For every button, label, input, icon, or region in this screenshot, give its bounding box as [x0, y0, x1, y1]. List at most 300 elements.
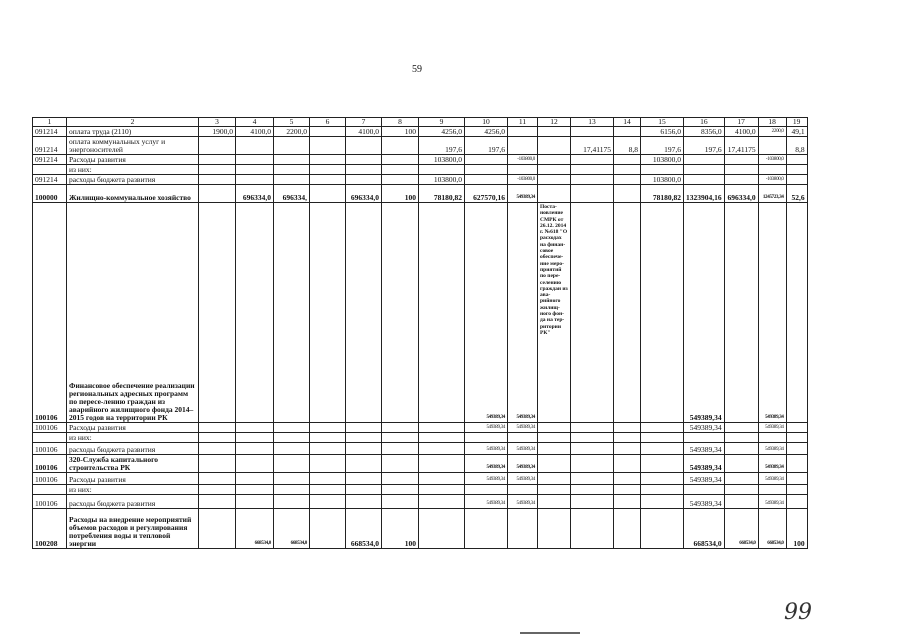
- value-cell: [199, 185, 236, 203]
- value-cell: [419, 423, 465, 433]
- value-cell: [786, 165, 807, 175]
- value-cell: [274, 137, 310, 155]
- header-cell: 4: [236, 118, 274, 127]
- value-cell: [199, 175, 236, 185]
- value-cell: [571, 175, 614, 185]
- value-cell: [346, 473, 382, 485]
- value-cell: [538, 509, 571, 549]
- value-cell: [310, 455, 346, 473]
- value-cell: 549389,34: [758, 203, 786, 423]
- value-cell: [382, 155, 419, 165]
- item-name-cell: оплата труда (2110): [67, 127, 199, 137]
- value-cell: [571, 509, 614, 549]
- value-cell: [382, 433, 419, 443]
- budget-code-cell: 100106: [33, 473, 67, 485]
- value-cell: [571, 443, 614, 455]
- value-cell: [508, 127, 538, 137]
- value-cell: [571, 185, 614, 203]
- value-cell: 4256,0: [419, 127, 465, 137]
- value-cell: 549389,34: [684, 443, 725, 455]
- item-name-cell: оплата коммунальных услуг и энергоносителей: [67, 137, 199, 155]
- value-cell: [274, 495, 310, 509]
- value-cell: [641, 509, 684, 549]
- value-cell: [786, 175, 807, 185]
- value-cell: [538, 165, 571, 175]
- value-cell: 696334,: [274, 185, 310, 203]
- value-cell: [465, 509, 508, 549]
- value-cell: 1323904,16: [684, 185, 725, 203]
- value-cell: [419, 203, 465, 423]
- page-number: 59: [412, 64, 422, 75]
- value-cell: [538, 485, 571, 495]
- value-cell: 549389,34: [508, 423, 538, 433]
- header-cell: 18: [758, 118, 786, 127]
- value-cell: [724, 165, 758, 175]
- value-cell: [236, 455, 274, 473]
- value-cell: 100: [382, 127, 419, 137]
- header-cell: 3: [199, 118, 236, 127]
- value-cell: [571, 165, 614, 175]
- value-cell: [508, 485, 538, 495]
- value-cell: [310, 423, 346, 433]
- table-row: [33, 137, 808, 155]
- value-cell: [274, 473, 310, 485]
- value-cell: 549389,34: [758, 473, 786, 485]
- value-cell: 668534,0: [684, 509, 725, 549]
- header-row: [33, 118, 808, 127]
- value-cell: [382, 495, 419, 509]
- table-row: [33, 455, 808, 473]
- value-cell: [641, 495, 684, 509]
- value-cell: [346, 165, 382, 175]
- value-cell: [538, 495, 571, 509]
- value-cell: 100: [382, 185, 419, 203]
- value-cell: [274, 203, 310, 423]
- value-cell: [274, 155, 310, 165]
- value-cell: 78180,82: [641, 185, 684, 203]
- header-cell: 15: [641, 118, 684, 127]
- value-cell: [614, 127, 641, 137]
- value-cell: [538, 155, 571, 165]
- value-cell: 549389,34: [684, 473, 725, 485]
- value-cell: [382, 443, 419, 455]
- table-row: [33, 185, 808, 203]
- value-cell: [724, 175, 758, 185]
- value-cell: [236, 137, 274, 155]
- value-cell: [199, 509, 236, 549]
- value-cell: [310, 203, 346, 423]
- header-cell: 17: [724, 118, 758, 127]
- item-name-cell: Расходы на внедрение мероприятий объемов расходов и регулирования потребления воды и тепловой энергии: [67, 509, 199, 549]
- value-cell: [310, 485, 346, 495]
- value-cell: [310, 185, 346, 203]
- value-cell: [310, 165, 346, 175]
- value-cell: [382, 485, 419, 495]
- table-row: [33, 509, 808, 549]
- value-cell: 549389,34: [758, 495, 786, 509]
- value-cell: 549389,34: [465, 423, 508, 433]
- value-cell: [538, 175, 571, 185]
- value-cell: [199, 165, 236, 175]
- header-cell: 14: [614, 118, 641, 127]
- value-cell: [382, 203, 419, 423]
- value-cell: [236, 175, 274, 185]
- budget-code-cell: 100106: [33, 455, 67, 473]
- value-cell: [310, 155, 346, 165]
- value-cell: [641, 203, 684, 423]
- value-cell: [346, 203, 382, 423]
- table-row: [33, 155, 808, 165]
- value-cell: [614, 509, 641, 549]
- header-cell: 1: [33, 118, 67, 127]
- value-cell: [508, 433, 538, 443]
- value-cell: 8356,0: [684, 127, 725, 137]
- value-cell: 668534,0: [274, 509, 310, 549]
- value-cell: 197,6: [419, 137, 465, 155]
- value-cell: [786, 203, 807, 423]
- value-cell: 103800,0: [419, 155, 465, 165]
- value-cell: [419, 473, 465, 485]
- value-cell: [465, 485, 508, 495]
- value-cell: [724, 473, 758, 485]
- value-cell: 4256,0: [465, 127, 508, 137]
- budget-code-cell: 100208: [33, 509, 67, 549]
- value-cell: [614, 203, 641, 423]
- value-cell: [346, 433, 382, 443]
- value-cell: [538, 443, 571, 455]
- value-cell: [614, 175, 641, 185]
- budget-code-cell: 100000: [33, 185, 67, 203]
- value-cell: [199, 433, 236, 443]
- bottom-scan-mark: [520, 632, 580, 634]
- value-cell: [614, 155, 641, 165]
- value-cell: [758, 485, 786, 495]
- value-cell: [419, 509, 465, 549]
- item-name-cell: из них:: [67, 433, 199, 443]
- value-cell: [614, 423, 641, 433]
- header-cell: 13: [571, 118, 614, 127]
- table-row: [33, 127, 808, 137]
- value-cell: [724, 423, 758, 433]
- value-cell: 668534,0: [724, 509, 758, 549]
- value-cell: -103800,0: [758, 175, 786, 185]
- table-row: [33, 165, 808, 175]
- value-cell: [786, 433, 807, 443]
- value-cell: [684, 155, 725, 165]
- value-cell: [199, 423, 236, 433]
- value-cell: [236, 473, 274, 485]
- value-cell: [641, 473, 684, 485]
- value-cell: [724, 495, 758, 509]
- value-cell: 549389,34: [684, 423, 725, 433]
- value-cell: [786, 473, 807, 485]
- value-cell: [724, 433, 758, 443]
- value-cell: 549389,34: [465, 473, 508, 485]
- item-name-cell: Расходы развития: [67, 473, 199, 485]
- value-cell: [786, 423, 807, 433]
- value-cell: [571, 455, 614, 473]
- budget-code-cell: 100106: [33, 495, 67, 509]
- table-row: [33, 443, 808, 455]
- value-cell: 2200,0: [274, 127, 310, 137]
- value-cell: 103800,0: [641, 155, 684, 165]
- value-cell: [724, 443, 758, 455]
- value-cell: 549389,34: [508, 443, 538, 455]
- value-cell: [346, 495, 382, 509]
- budget-table: [32, 117, 808, 549]
- value-cell: [236, 203, 274, 423]
- item-name-cell: расходы бюджета развития: [67, 443, 199, 455]
- value-cell: [199, 203, 236, 423]
- value-cell: 668534,0: [758, 509, 786, 549]
- value-cell: [310, 509, 346, 549]
- value-cell: [382, 455, 419, 473]
- item-name-cell: из них:: [67, 485, 199, 495]
- budget-code-cell: 091214: [33, 137, 67, 155]
- header-cell: 8: [382, 118, 419, 127]
- value-cell: 549389,34: [758, 455, 786, 473]
- value-cell: [419, 443, 465, 455]
- value-cell: [786, 495, 807, 509]
- item-name-cell: расходы бюджета развития: [67, 495, 199, 509]
- budget-code-cell: 100106: [33, 203, 67, 423]
- value-cell: 103800,0: [419, 175, 465, 185]
- value-cell: [641, 165, 684, 175]
- value-cell: [465, 155, 508, 165]
- header-cell: 7: [346, 118, 382, 127]
- value-cell: [346, 155, 382, 165]
- value-cell: -103800,0: [758, 155, 786, 165]
- value-cell: [571, 485, 614, 495]
- value-cell: 17,41175: [724, 137, 758, 155]
- value-cell: 549389,34: [508, 495, 538, 509]
- header-cell: 19: [786, 118, 807, 127]
- value-cell: [236, 423, 274, 433]
- header-cell: 16: [684, 118, 725, 127]
- value-cell: [310, 137, 346, 155]
- value-cell: 8,8: [786, 137, 807, 155]
- item-name-cell: из них:: [67, 165, 199, 175]
- value-cell: 2200,0: [758, 127, 786, 137]
- value-cell: [419, 495, 465, 509]
- value-cell: [614, 443, 641, 455]
- value-cell: [571, 495, 614, 509]
- budget-code-cell: [33, 165, 67, 175]
- handwritten-page-number: 99: [784, 600, 812, 625]
- value-cell: [684, 175, 725, 185]
- value-cell: [236, 495, 274, 509]
- value-cell: 100: [786, 509, 807, 549]
- value-cell: 100: [382, 509, 419, 549]
- value-cell: [684, 485, 725, 495]
- value-cell: [614, 485, 641, 495]
- value-cell: [571, 473, 614, 485]
- value-cell: -103800,0: [508, 155, 538, 165]
- budget-code-cell: 091214: [33, 127, 67, 137]
- item-name-cell: Расходы развития: [67, 423, 199, 433]
- value-cell: [346, 137, 382, 155]
- value-cell: [641, 443, 684, 455]
- budget-code-cell: 091214: [33, 175, 67, 185]
- table-row: [33, 423, 808, 433]
- header-cell: 2: [67, 118, 199, 127]
- value-cell: [538, 433, 571, 443]
- value-cell: 17,41175: [571, 137, 614, 155]
- value-cell: 668534,0: [236, 509, 274, 549]
- value-cell: 103800,0: [641, 175, 684, 185]
- budget-code-cell: [33, 433, 67, 443]
- value-cell: [199, 455, 236, 473]
- value-cell: [310, 473, 346, 485]
- value-cell: [382, 165, 419, 175]
- value-cell: 197,6: [465, 137, 508, 155]
- value-cell: [538, 455, 571, 473]
- value-cell: [641, 485, 684, 495]
- value-cell: [236, 165, 274, 175]
- value-cell: 627570,16: [465, 185, 508, 203]
- value-cell: [199, 155, 236, 165]
- value-cell: 549389,34: [758, 423, 786, 433]
- value-cell: [274, 443, 310, 455]
- value-cell: 549389,34: [508, 455, 538, 473]
- value-cell: 549389,34: [758, 443, 786, 455]
- value-cell: [508, 137, 538, 155]
- value-cell: 549389,34: [684, 495, 725, 509]
- value-cell: [310, 495, 346, 509]
- value-cell: [310, 443, 346, 455]
- item-name-cell: расходы бюджета развития: [67, 175, 199, 185]
- value-cell: [538, 185, 571, 203]
- value-cell: [614, 165, 641, 175]
- header-cell: 10: [465, 118, 508, 127]
- value-cell: [199, 473, 236, 485]
- value-cell: [199, 495, 236, 509]
- item-name-cell: Расходы развития: [67, 155, 199, 165]
- value-cell: 668534,0: [346, 509, 382, 549]
- table-row: [33, 175, 808, 185]
- value-cell: [758, 433, 786, 443]
- header-cell: 11: [508, 118, 538, 127]
- value-cell: [538, 473, 571, 485]
- value-cell: [346, 485, 382, 495]
- value-cell: [310, 433, 346, 443]
- value-cell: [641, 433, 684, 443]
- value-cell: [274, 485, 310, 495]
- value-cell: [382, 473, 419, 485]
- value-cell: 197,6: [641, 137, 684, 155]
- value-cell: 549389,34: [465, 455, 508, 473]
- table-row: [33, 495, 808, 509]
- value-cell: 52,6: [786, 185, 807, 203]
- value-cell: [465, 165, 508, 175]
- value-cell: [236, 433, 274, 443]
- value-cell: [236, 155, 274, 165]
- value-cell: 549389,34: [465, 495, 508, 509]
- item-name-cell: Жилищно-коммунальное хозяйство: [67, 185, 199, 203]
- budget-code-cell: 091214: [33, 155, 67, 165]
- header-cell: 9: [419, 118, 465, 127]
- value-cell: [571, 423, 614, 433]
- value-cell: [382, 423, 419, 433]
- value-cell: 549389,34: [508, 473, 538, 485]
- value-cell: [419, 433, 465, 443]
- value-cell: [419, 455, 465, 473]
- value-cell: [274, 433, 310, 443]
- value-cell: [382, 137, 419, 155]
- item-name-cell: 320-Служба капитального строительства РК: [67, 455, 199, 473]
- value-cell: [382, 175, 419, 185]
- value-cell: [538, 423, 571, 433]
- value-cell: [786, 443, 807, 455]
- value-cell: [724, 485, 758, 495]
- value-cell: 549389,34: [508, 203, 538, 423]
- value-cell: [614, 495, 641, 509]
- value-cell: [614, 455, 641, 473]
- table-row: [33, 203, 808, 423]
- value-cell: 549389,34: [508, 185, 538, 203]
- value-cell: 549389,34: [465, 443, 508, 455]
- value-cell: 696334,0: [236, 185, 274, 203]
- value-cell: [465, 175, 508, 185]
- value-cell: 696334,0: [724, 185, 758, 203]
- value-cell: [724, 203, 758, 423]
- header-cell: 12: [538, 118, 571, 127]
- header-cell: 5: [274, 118, 310, 127]
- note-cell: Поста-новление СМРК от 26.12. 2014 г. №618 "О расходах на финан-совое обеспече-ние меро-приятий по пере-селению граждан из ава-рийного жилищ-ного фон-да на тер-ритории РК": [538, 203, 571, 423]
- value-cell: [724, 455, 758, 473]
- header-cell: 6: [310, 118, 346, 127]
- value-cell: [641, 423, 684, 433]
- value-cell: [538, 137, 571, 155]
- value-cell: [571, 127, 614, 137]
- value-cell: 696334,0: [346, 185, 382, 203]
- value-cell: [419, 165, 465, 175]
- value-cell: [571, 433, 614, 443]
- value-cell: 549389,34: [684, 203, 725, 423]
- value-cell: [538, 127, 571, 137]
- value-cell: [236, 443, 274, 455]
- value-cell: [786, 485, 807, 495]
- value-cell: 1900,0: [199, 127, 236, 137]
- value-cell: [508, 165, 538, 175]
- value-cell: [346, 443, 382, 455]
- value-cell: [346, 455, 382, 473]
- value-cell: [508, 509, 538, 549]
- value-cell: [346, 175, 382, 185]
- value-cell: [419, 485, 465, 495]
- value-cell: 6156,0: [641, 127, 684, 137]
- value-cell: [274, 175, 310, 185]
- value-cell: [758, 137, 786, 155]
- value-cell: 1245723,34: [758, 185, 786, 203]
- value-cell: [274, 423, 310, 433]
- value-cell: [614, 473, 641, 485]
- value-cell: [274, 455, 310, 473]
- value-cell: [786, 455, 807, 473]
- value-cell: [465, 433, 508, 443]
- value-cell: 4100,0: [724, 127, 758, 137]
- value-cell: [641, 455, 684, 473]
- value-cell: 4100,0: [236, 127, 274, 137]
- value-cell: [684, 165, 725, 175]
- budget-code-cell: 100106: [33, 443, 67, 455]
- table-row: [33, 485, 808, 495]
- value-cell: 4100,0: [346, 127, 382, 137]
- budget-code-cell: [33, 485, 67, 495]
- value-cell: [199, 485, 236, 495]
- value-cell: 78180,82: [419, 185, 465, 203]
- value-cell: -103800,0: [508, 175, 538, 185]
